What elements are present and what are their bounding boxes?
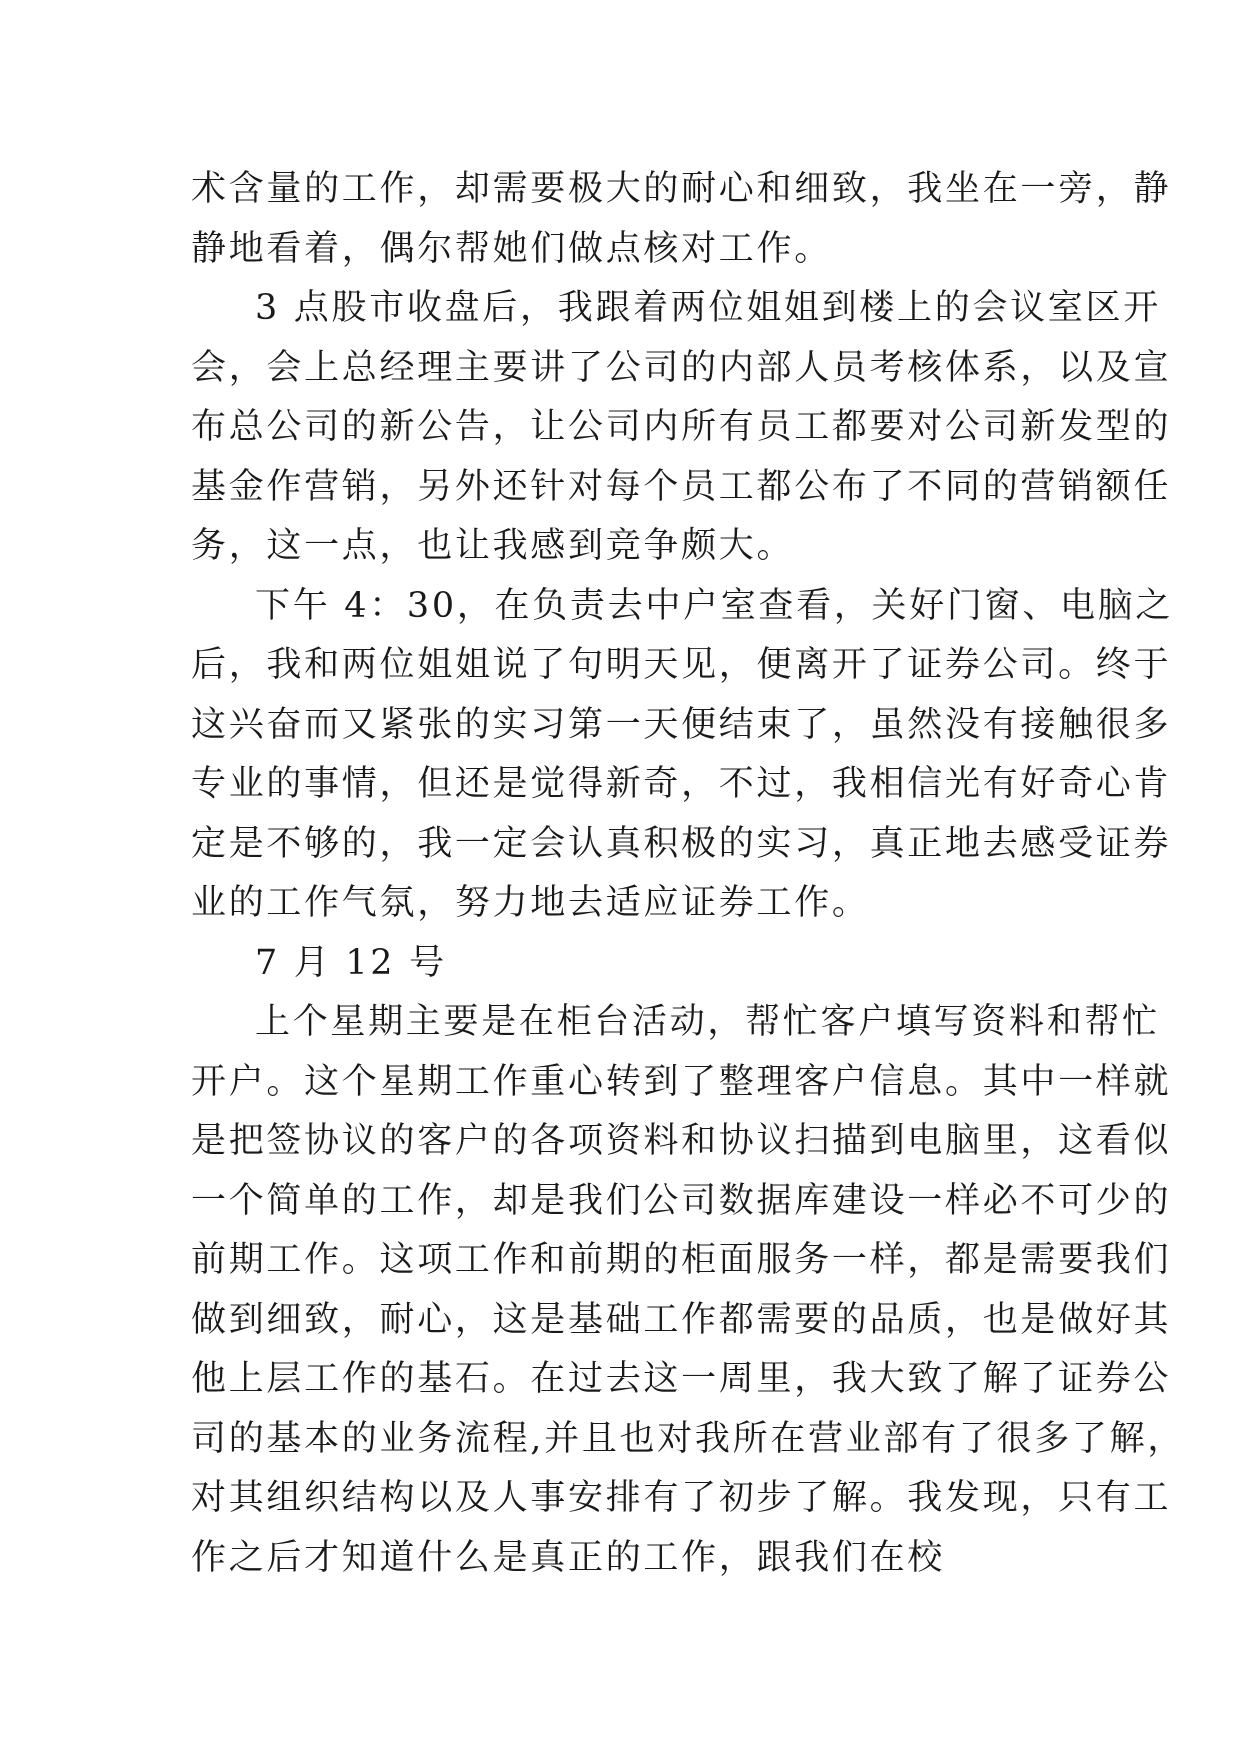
text-line: 上个星期主要是在柜台活动，帮忙客户填写资料和帮忙	[255, 1002, 1160, 1042]
text-line: 开户。这个星期工作重心转到了整理客户信息。其中一样就	[191, 1061, 1172, 1102]
text-line: 一个简单的工作，却是我们公司数据库建设一样必不可少的	[191, 1180, 1172, 1221]
text-line: 基金作营销，另外还针对每个员工都公布了不同的营销额任	[191, 466, 1172, 507]
text-line: 后，我和两位姐姐说了句明天见，便离开了证券公司。终于	[191, 645, 1172, 685]
text-line: 对其组织结构以及人事安排有了初步了解。我发现，只有工	[191, 1478, 1172, 1518]
text-line: 业的工作气氛，努力地去适应证券工作。	[191, 883, 870, 923]
text-line: 是把签协议的客户的各项资料和协议扫描到电脑里，这看似	[191, 1121, 1172, 1161]
text-line: 静地看着，偶尔帮她们做点核对工作。	[191, 228, 832, 269]
text-line: 作之后才知道什么是真正的工作，跟我们在校	[191, 1537, 946, 1578]
body-text	[191, 160, 1186, 1588]
text-line: 前期工作。这项工作和前期的柜面服务一样，都是需要我们	[191, 1240, 1172, 1280]
text-line: 务，这一点，也让我感到竞争颇大。	[191, 526, 795, 566]
text-line: 他上层工作的基石。在过去这一周里，我大致了解了证券公	[191, 1359, 1172, 1399]
text-line: 司的基本的业务流程,并且也对我所在营业部有了很多了解，	[191, 1418, 1186, 1459]
text-line: 下午 4：30，在负责去中户室查看，关好门窗、电脑之	[255, 585, 1174, 626]
date-heading: 7 月 12 号	[255, 942, 447, 983]
text-line: 定是不够的，我一定会认真积极的实习，真正地去感受证券	[191, 823, 1172, 864]
text-line: 3 点股市收盘后，我跟着两位姐姐到楼上的会议室区开	[255, 288, 1161, 328]
text-line: 布总公司的新公告，让公司内所有员工都要对公司新发型的	[191, 407, 1172, 447]
text-line: 这兴奋而又紧张的实习第一天便结束了，虽然没有接触很多	[191, 704, 1172, 745]
text-line: 术含量的工作，却需要极大的耐心和细致，我坐在一旁，静	[191, 169, 1172, 209]
text-line: 做到细致，耐心，这是基础工作都需要的品质，也是做好其	[191, 1299, 1172, 1340]
text-line: 专业的事情，但还是觉得新奇，不过，我相信光有好奇心肯	[191, 764, 1172, 804]
text-line: 会，会上总经理主要讲了公司的内部人员考核体系，以及宣	[191, 347, 1172, 388]
